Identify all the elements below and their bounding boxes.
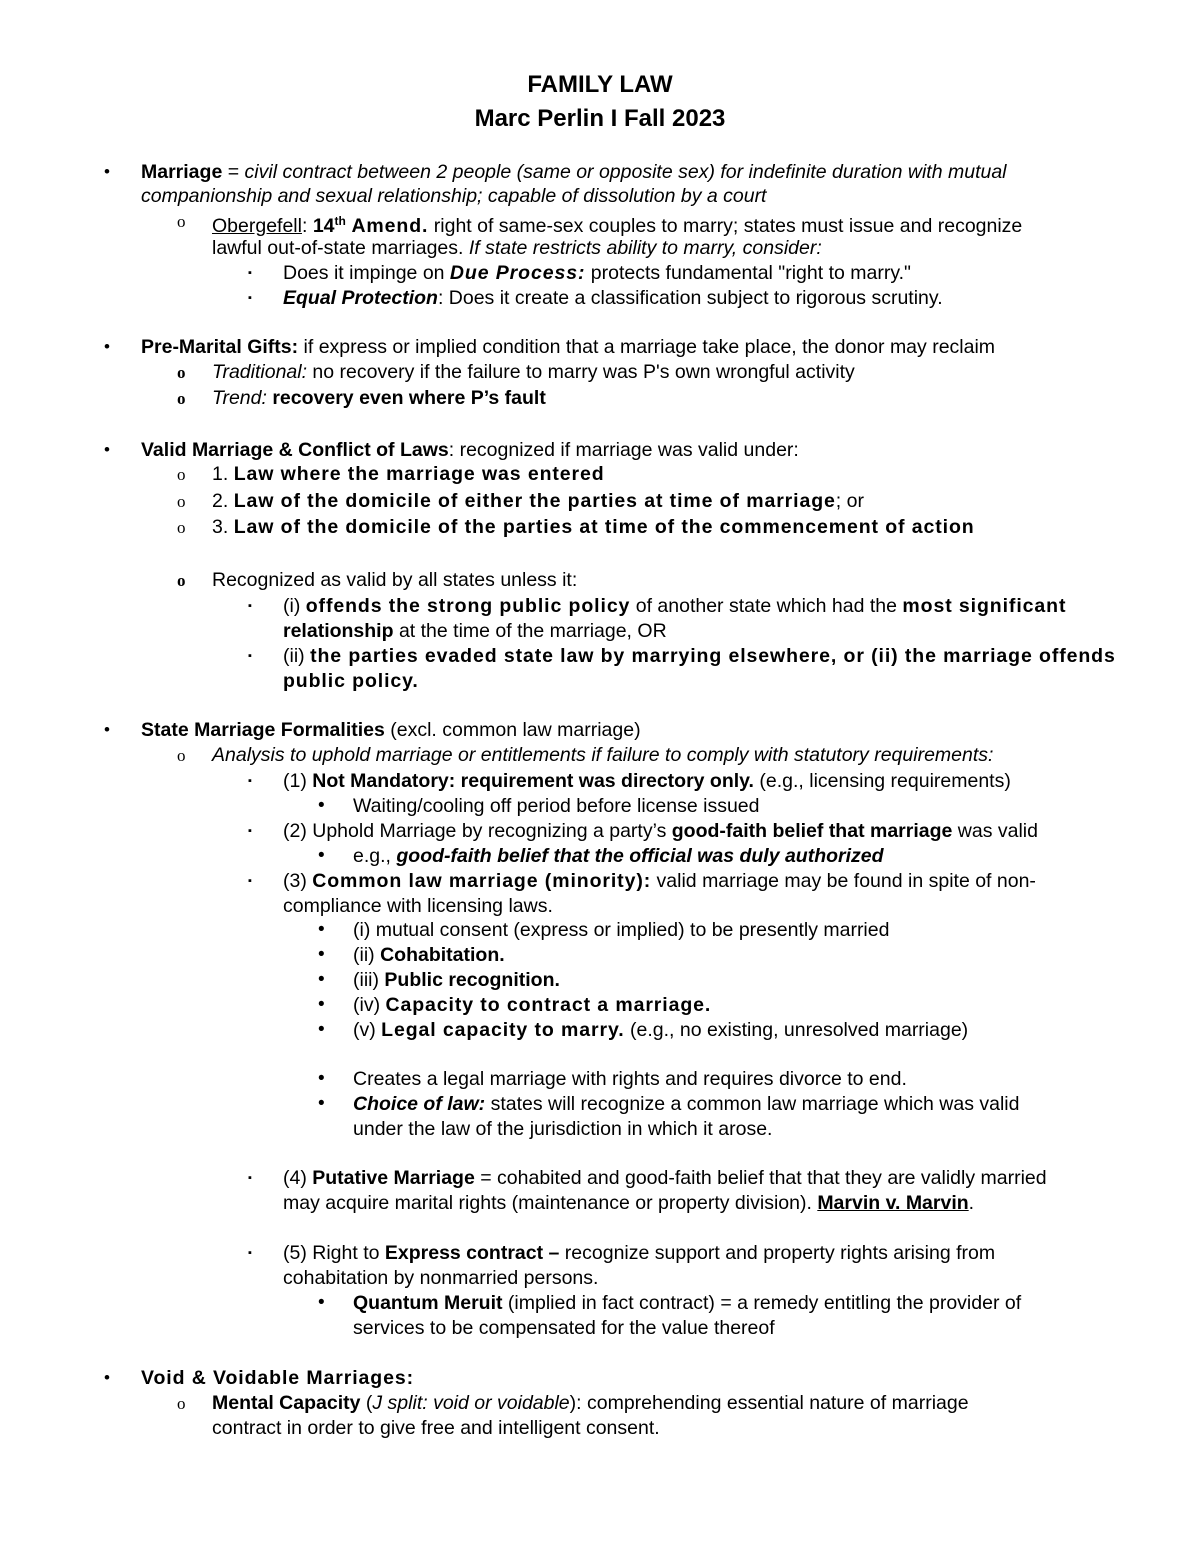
void-voidable-heading: Void & Voidable Marriages:	[141, 1367, 414, 1389]
valid-rule-2: 2. Law of the domicile of either the parties at time of marriage; or	[212, 490, 864, 512]
premarital-gifts: Pre-Marital Gifts: if express or implied condition that a marriage take place, the donor may reclaim	[141, 336, 996, 358]
bullet-dot: •	[104, 162, 110, 181]
bullet-dot: •	[104, 720, 110, 739]
bullet-o: o	[177, 1394, 186, 1413]
obergefell-line-cont: lawful out-of-state marriages. If state restricts ability to marry, consider:	[212, 237, 822, 259]
formality-3-cont: compliance with licensing laws.	[283, 895, 553, 917]
marvin-case-link: Marvin v. Marvin	[817, 1192, 969, 1214]
common-law-element-4: (iv) Capacity to contract a marriage.	[353, 994, 712, 1016]
choice-of-law-cont: under the law of the jurisdiction in which it arose.	[353, 1118, 773, 1140]
common-law-element-5: (v) Legal capacity to marry. (e.g., no existing, unresolved marriage)	[353, 1019, 969, 1041]
bullet-o: o	[177, 389, 186, 408]
bullet-o: o	[177, 518, 186, 537]
formalities-analysis: Analysis to uphold marriage or entitlements if failure to comply with statutory requirements:	[212, 744, 994, 766]
bullet-square: ▪	[248, 1172, 252, 1184]
exception-i: (i) offends the strong public policy of another state which had the most significant	[283, 595, 1067, 617]
valid-marriage-heading: Valid Marriage & Conflict of Laws: recognized if marriage was valid under:	[141, 439, 799, 461]
page-title: FAMILY LAW	[527, 71, 673, 98]
obergefell-line: Obergefell: 14th Amend. right of same-sex couples to marry; states must issue and recognize	[212, 214, 1023, 237]
formality-1-sub: Waiting/cooling off period before license issued	[353, 795, 760, 817]
valid-rule-1: 1. Law where the marriage was entered	[212, 463, 605, 485]
formality-2-sub: e.g., good-faith belief that the official was duly authorized	[353, 845, 884, 867]
formality-3: (3) Common law marriage (minority): valid marriage may be found in spite of non-	[283, 870, 1036, 892]
equal-protection-item: Equal Protection: Does it create a classification subject to rigorous scrutiny.	[283, 287, 943, 309]
bullet-square: ▪	[248, 292, 252, 304]
marriage-definition: Marriage = civil contract between 2 people (same or opposite sex) for indefinite duration with mutual	[141, 161, 1007, 183]
bullet-o: o	[177, 492, 186, 511]
marriage-definition-cont: companionship and sexual relationship; capable of dissolution by a court	[141, 185, 767, 207]
formality-5-cont: cohabitation by nonmarried persons.	[283, 1267, 599, 1289]
due-process-item: Does it impinge on Due Process: protects fundamental "right to marry."	[283, 262, 911, 284]
formality-5: (5) Right to Express contract – recognize support and property rights arising from	[283, 1242, 996, 1264]
valid-rule-3: 3. Law of the domicile of the parties at time of the commencement of action	[212, 516, 975, 538]
bullet-o: o	[177, 212, 186, 231]
mental-capacity: Mental Capacity (J split: void or voidable): comprehending essential nature of marriage	[212, 1392, 969, 1414]
bullet-o: o	[177, 363, 186, 382]
bullet-square: ▪	[248, 775, 252, 787]
bullet-dot: •	[318, 919, 325, 940]
choice-of-law: Choice of law: states will recognize a common law marriage which was valid	[353, 1093, 1020, 1115]
formality-4: (4) Putative Marriage = cohabited and good-faith belief that that they are validly married	[283, 1167, 1047, 1189]
bullet-dot: •	[318, 1093, 325, 1114]
bullet-o: o	[177, 571, 186, 590]
bullet-square: ▪	[248, 825, 252, 837]
formality-1: (1) Not Mandatory: requirement was directory only. (e.g., licensing requirements)	[283, 770, 1011, 792]
quantum-meruit: Quantum Meruit (implied in fact contract) = a remedy entitling the provider of	[353, 1292, 1022, 1314]
common-law-element-2: (ii) Cohabitation.	[353, 944, 505, 966]
exception-ii: (ii) the parties evaded state law by marrying elsewhere, or (ii) the marriage offends	[283, 645, 1116, 667]
page-subtitle: Marc Perlin I Fall 2023	[474, 105, 726, 132]
bullet-square: ▪	[248, 600, 252, 612]
bullet-dot: •	[104, 1368, 110, 1387]
bullet-dot: •	[318, 1019, 325, 1040]
bullet-o: o	[177, 465, 186, 484]
premarital-trend: Trend: recovery even where P’s fault	[212, 387, 546, 409]
bullet-square: ▪	[248, 1247, 252, 1259]
premarital-traditional: Traditional: no recovery if the failure to marry was P's own wrongful activity	[212, 361, 855, 383]
formality-2: (2) Uphold Marriage by recognizing a party’s good-faith belief that marriage was valid	[283, 820, 1038, 842]
common-law-element-1: (i) mutual consent (express or implied) to be presently married	[353, 919, 890, 941]
bullet-dot: •	[318, 969, 325, 990]
bullet-square: ▪	[248, 650, 252, 662]
bullet-dot: •	[318, 994, 325, 1015]
bullet-square: ▪	[248, 267, 252, 279]
bullet-dot: •	[318, 1068, 325, 1089]
quantum-meruit-cont: services to be compensated for the value thereof	[353, 1317, 775, 1339]
bullet-dot: •	[104, 337, 110, 356]
common-law-element-3: (iii) Public recognition.	[353, 969, 560, 991]
exception-ii-cont: public policy.	[283, 670, 419, 692]
bullet-dot: •	[318, 1292, 325, 1313]
exception-i-cont: relationship at the time of the marriage, OR	[283, 620, 667, 642]
bullet-dot: •	[318, 845, 325, 866]
bullet-dot: •	[104, 440, 110, 459]
recognized-valid: Recognized as valid by all states unless it:	[212, 569, 578, 591]
mental-capacity-cont: contract in order to give free and intelligent consent.	[212, 1417, 660, 1439]
bullet-square: ▪	[248, 875, 252, 887]
bullet-o: o	[177, 746, 186, 765]
common-law-creates: Creates a legal marriage with rights and requires divorce to end.	[353, 1068, 907, 1090]
bullet-dot: •	[318, 795, 325, 816]
formality-4-cont: may acquire marital rights (maintenance or property division). Marvin v. Marvin.	[283, 1192, 975, 1214]
bullet-dot: •	[318, 944, 325, 965]
formalities-heading: State Marriage Formalities (excl. common law marriage)	[141, 719, 641, 741]
